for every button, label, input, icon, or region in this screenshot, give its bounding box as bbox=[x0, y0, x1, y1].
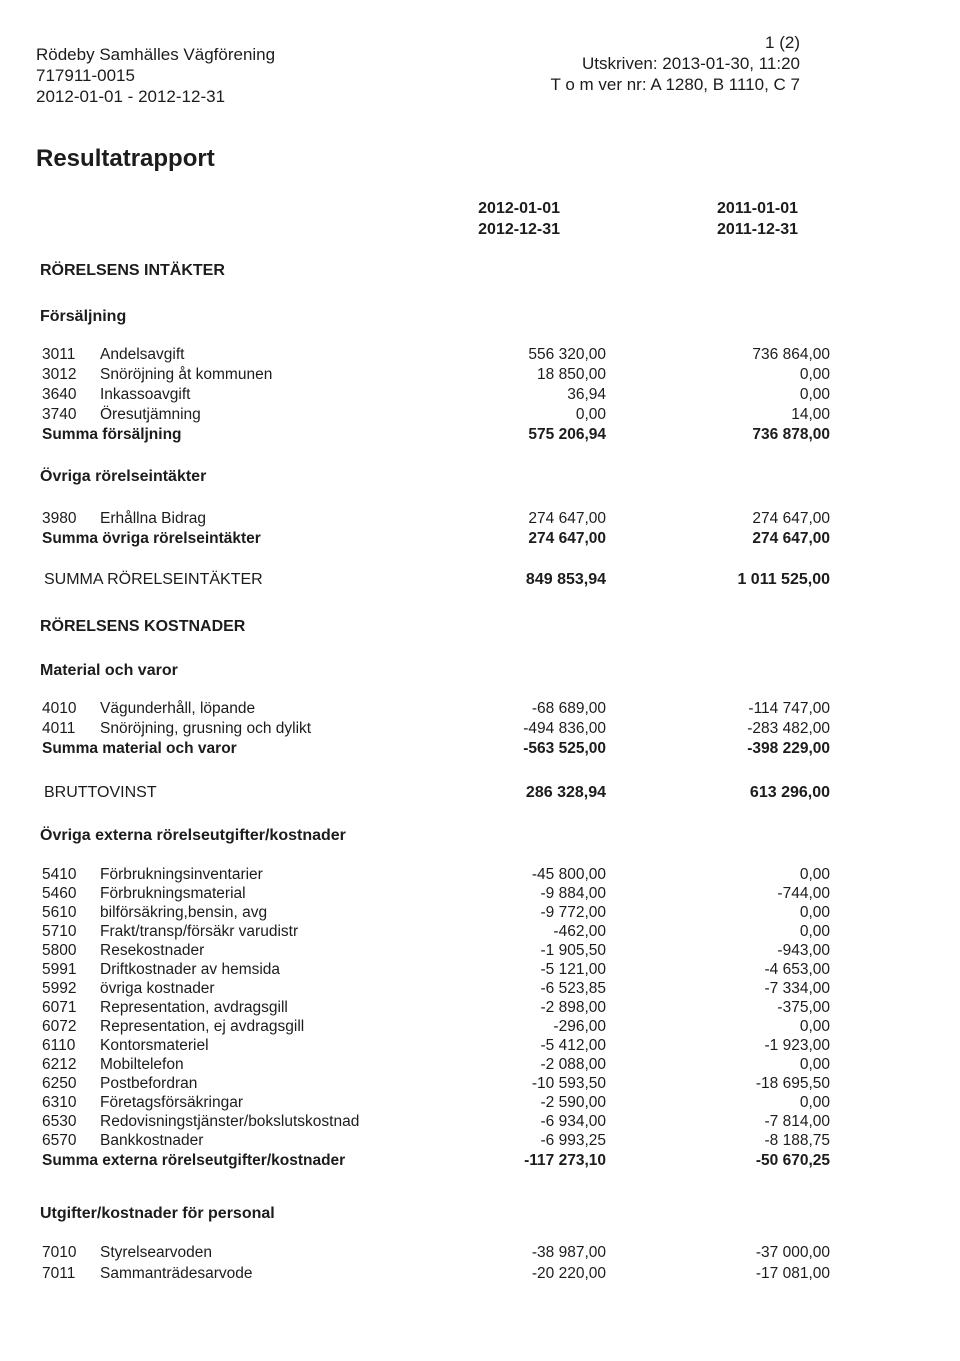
current-amount: -9 884,00 bbox=[540, 885, 606, 902]
gross-profit-previous: 613 296,00 bbox=[749, 784, 830, 801]
account-row bbox=[40, 1075, 830, 1095]
account-name: övriga kostnader bbox=[100, 980, 215, 997]
sum-row bbox=[40, 426, 830, 446]
account-code: 6110 bbox=[42, 1037, 76, 1054]
sum-row bbox=[40, 530, 830, 550]
current-amount: -9 772,00 bbox=[540, 904, 606, 921]
account-name: Bankkostnader bbox=[100, 1132, 204, 1149]
account-code: 6570 bbox=[42, 1132, 77, 1149]
current-amount: -2 590,00 bbox=[540, 1094, 606, 1111]
previous-amount: 0,00 bbox=[799, 1094, 830, 1111]
account-code: 5992 bbox=[42, 980, 77, 997]
sum-label: Summa försäljning bbox=[42, 426, 182, 443]
previous-amount: -8 188,75 bbox=[764, 1132, 830, 1149]
page-number: 1 (2) bbox=[765, 33, 800, 52]
sum-previous: -50 670,25 bbox=[755, 1152, 830, 1169]
materials-heading: Material och varor bbox=[40, 662, 178, 679]
previous-amount: 0,00 bbox=[799, 923, 830, 940]
account-code: 3740 bbox=[42, 406, 77, 423]
previous-amount: 0,00 bbox=[799, 866, 830, 883]
account-row bbox=[40, 1094, 830, 1114]
account-code: 3011 bbox=[42, 346, 76, 363]
current-amount: -5 412,00 bbox=[540, 1037, 606, 1054]
account-name: Snöröjning, grusning och dylikt bbox=[100, 720, 312, 737]
sum-current: 274 647,00 bbox=[528, 530, 606, 547]
sum-previous: -398 229,00 bbox=[747, 740, 830, 757]
current-amount: -494 836,00 bbox=[523, 720, 606, 737]
current-amount: -68 689,00 bbox=[531, 700, 606, 717]
sum-row bbox=[40, 1152, 830, 1172]
page-title: Resultatrapport bbox=[36, 145, 215, 172]
total-income-previous: 1 011 525,00 bbox=[737, 571, 830, 588]
current-amount: 18 850,00 bbox=[537, 366, 606, 383]
account-name: Vägunderhåll, löpande bbox=[100, 700, 256, 717]
previous-period-header bbox=[717, 198, 798, 240]
account-name: bilförsäkring,bensin, avg bbox=[100, 904, 268, 921]
account-name: Postbefordran bbox=[100, 1075, 198, 1092]
previous-amount: 0,00 bbox=[799, 1018, 830, 1035]
account-name: Kontorsmateriel bbox=[100, 1037, 209, 1054]
current-amount: 556 320,00 bbox=[528, 346, 606, 363]
account-name: Redovisningstjänster/bokslutskostnad bbox=[100, 1113, 360, 1130]
account-name: Öresutjämning bbox=[100, 406, 201, 423]
sales-heading: Försäljning bbox=[40, 308, 127, 325]
account-row bbox=[40, 406, 830, 426]
account-code: 4011 bbox=[42, 720, 76, 737]
account-row bbox=[40, 942, 830, 962]
current-amount: 36,94 bbox=[567, 386, 606, 403]
printed-date: Utskriven: 2013-01-30, 11:20 bbox=[582, 54, 800, 73]
account-row bbox=[40, 510, 830, 530]
account-code: 5410 bbox=[42, 866, 77, 883]
sum-row bbox=[40, 740, 830, 760]
sum-label: Summa övriga rörelseintäkter bbox=[42, 530, 261, 547]
external-heading: Övriga externa rörelseutgifter/kostnader bbox=[40, 827, 346, 844]
account-code: 5460 bbox=[42, 885, 77, 902]
account-name: Förbrukningsinventarier bbox=[100, 866, 263, 883]
account-row bbox=[40, 1113, 830, 1133]
previous-amount: -1 923,00 bbox=[764, 1037, 830, 1054]
sum-previous: 274 647,00 bbox=[752, 530, 830, 547]
account-row bbox=[40, 366, 830, 386]
total-income-current: 849 853,94 bbox=[525, 571, 606, 588]
account-row bbox=[40, 1265, 830, 1285]
org-header bbox=[36, 44, 275, 107]
account-row bbox=[40, 999, 830, 1019]
account-code: 5800 bbox=[42, 942, 77, 959]
account-row bbox=[40, 1244, 830, 1264]
account-code: 7010 bbox=[42, 1244, 77, 1261]
previous-amount: -283 482,00 bbox=[747, 720, 830, 737]
current-amount: -6 993,25 bbox=[540, 1132, 606, 1149]
org-number: 717911-0015 bbox=[36, 66, 135, 85]
account-name: Andelsavgift bbox=[100, 346, 185, 363]
previous-amount: 0,00 bbox=[799, 1056, 830, 1073]
account-row bbox=[40, 980, 830, 1000]
current-amount: -20 220,00 bbox=[531, 1265, 606, 1282]
current-amount: -2 898,00 bbox=[540, 999, 606, 1016]
current-amount: -1 905,50 bbox=[540, 942, 606, 959]
account-code: 5710 bbox=[42, 923, 77, 940]
previous-amount: 736 864,00 bbox=[752, 346, 830, 363]
gross-profit bbox=[40, 784, 830, 806]
account-code: 5991 bbox=[42, 961, 77, 978]
account-row bbox=[40, 1018, 830, 1038]
account-code: 3012 bbox=[42, 366, 77, 383]
account-code: 5610 bbox=[42, 904, 77, 921]
account-row bbox=[40, 1037, 830, 1057]
previous-amount: -18 695,50 bbox=[755, 1075, 830, 1092]
account-code: 6250 bbox=[42, 1075, 77, 1092]
previous-amount: -943,00 bbox=[777, 942, 830, 959]
total-income-label: SUMMA RÖRELSEINTÄKTER bbox=[44, 571, 263, 588]
current-period-header bbox=[478, 198, 560, 240]
current-amount: -6 934,00 bbox=[540, 1113, 606, 1130]
sum-label: Summa externa rörelseutgifter/kostnader bbox=[42, 1152, 346, 1169]
account-code: 6310 bbox=[42, 1094, 77, 1111]
current-period-to: 2012-12-31 bbox=[478, 221, 560, 238]
current-amount: -5 121,00 bbox=[540, 961, 606, 978]
current-amount: -6 523,85 bbox=[540, 980, 606, 997]
previous-amount: 0,00 bbox=[799, 904, 830, 921]
costs-heading: RÖRELSENS KOSTNADER bbox=[40, 618, 246, 635]
account-row bbox=[40, 720, 830, 740]
previous-period-to: 2011-12-31 bbox=[717, 221, 798, 238]
previous-amount: -7 334,00 bbox=[764, 980, 830, 997]
account-row bbox=[40, 961, 830, 981]
account-code: 6071 bbox=[42, 999, 77, 1016]
account-row bbox=[40, 346, 830, 366]
current-amount: -45 800,00 bbox=[531, 866, 606, 883]
current-amount: 274 647,00 bbox=[528, 510, 606, 527]
account-row bbox=[40, 885, 830, 905]
account-name: Inkassoavgift bbox=[100, 386, 191, 403]
current-amount: -10 593,50 bbox=[531, 1075, 606, 1092]
account-name: Styrelsearvoden bbox=[100, 1244, 213, 1261]
account-code: 4010 bbox=[42, 700, 77, 717]
previous-amount: 0,00 bbox=[799, 366, 830, 383]
previous-amount: 0,00 bbox=[799, 386, 830, 403]
account-name: Representation, ej avdragsgill bbox=[100, 1018, 305, 1035]
account-row bbox=[40, 1056, 830, 1076]
account-name: Representation, avdragsgill bbox=[100, 999, 288, 1016]
previous-amount: -375,00 bbox=[777, 999, 830, 1016]
sum-previous: 736 878,00 bbox=[752, 426, 830, 443]
account-name: Företagsförsäkringar bbox=[100, 1094, 244, 1111]
account-name: Snöröjning åt kommunen bbox=[100, 366, 273, 383]
previous-amount: -114 747,00 bbox=[748, 700, 830, 717]
gross-profit-current: 286 328,94 bbox=[525, 784, 606, 801]
previous-amount: -7 814,00 bbox=[764, 1113, 830, 1130]
account-row bbox=[40, 1132, 830, 1152]
sum-current: -117 273,10 bbox=[524, 1152, 606, 1169]
current-period-from: 2012-01-01 bbox=[478, 200, 560, 217]
account-name: Frakt/transp/försäkr varudistr bbox=[100, 923, 299, 940]
account-code: 3980 bbox=[42, 510, 77, 527]
account-name: Sammanträdesarvode bbox=[100, 1265, 253, 1282]
account-row bbox=[40, 700, 830, 720]
account-row bbox=[40, 386, 830, 406]
account-code: 6072 bbox=[42, 1018, 77, 1035]
current-amount: 0,00 bbox=[575, 406, 606, 423]
account-name: Förbrukningsmaterial bbox=[100, 885, 246, 902]
version-info: T o m ver nr: A 1280, B 1110, C 7 bbox=[550, 75, 800, 94]
previous-period-from: 2011-01-01 bbox=[717, 200, 798, 217]
previous-amount: -4 653,00 bbox=[764, 961, 830, 978]
account-name: Resekostnader bbox=[100, 942, 205, 959]
sum-current: -563 525,00 bbox=[523, 740, 606, 757]
account-row bbox=[40, 904, 830, 924]
income-heading: RÖRELSENS INTÄKTER bbox=[40, 262, 225, 279]
account-row bbox=[40, 923, 830, 943]
previous-amount: -37 000,00 bbox=[755, 1244, 830, 1261]
previous-amount: 14,00 bbox=[791, 406, 830, 423]
sum-current: 575 206,94 bbox=[528, 426, 606, 443]
sum-label: Summa material och varor bbox=[42, 740, 237, 757]
org-name: Rödeby Samhälles Vägförening bbox=[36, 45, 276, 64]
total-income bbox=[40, 571, 830, 593]
other-income-heading: Övriga rörelseintäkter bbox=[40, 468, 207, 485]
account-code: 6530 bbox=[42, 1113, 77, 1130]
fiscal-period: 2012-01-01 - 2012-12-31 bbox=[36, 87, 226, 106]
current-amount: -2 088,00 bbox=[540, 1056, 606, 1073]
previous-amount: -17 081,00 bbox=[755, 1265, 830, 1282]
account-code: 7011 bbox=[42, 1265, 76, 1282]
gross-profit-label: BRUTTOVINST bbox=[44, 784, 157, 801]
account-code: 3640 bbox=[42, 386, 77, 403]
print-info bbox=[551, 32, 800, 95]
account-row bbox=[40, 866, 830, 886]
previous-amount: 274 647,00 bbox=[752, 510, 830, 527]
account-name: Driftkostnader av hemsida bbox=[100, 961, 281, 978]
account-name: Mobiltelefon bbox=[100, 1056, 184, 1073]
previous-amount: -744,00 bbox=[777, 885, 830, 902]
current-amount: -462,00 bbox=[553, 923, 606, 940]
current-amount: -296,00 bbox=[553, 1018, 606, 1035]
account-name: Erhållna Bidrag bbox=[100, 510, 206, 527]
personnel-heading: Utgifter/kostnader för personal bbox=[40, 1205, 275, 1222]
current-amount: -38 987,00 bbox=[531, 1244, 606, 1261]
account-code: 6212 bbox=[42, 1056, 77, 1073]
